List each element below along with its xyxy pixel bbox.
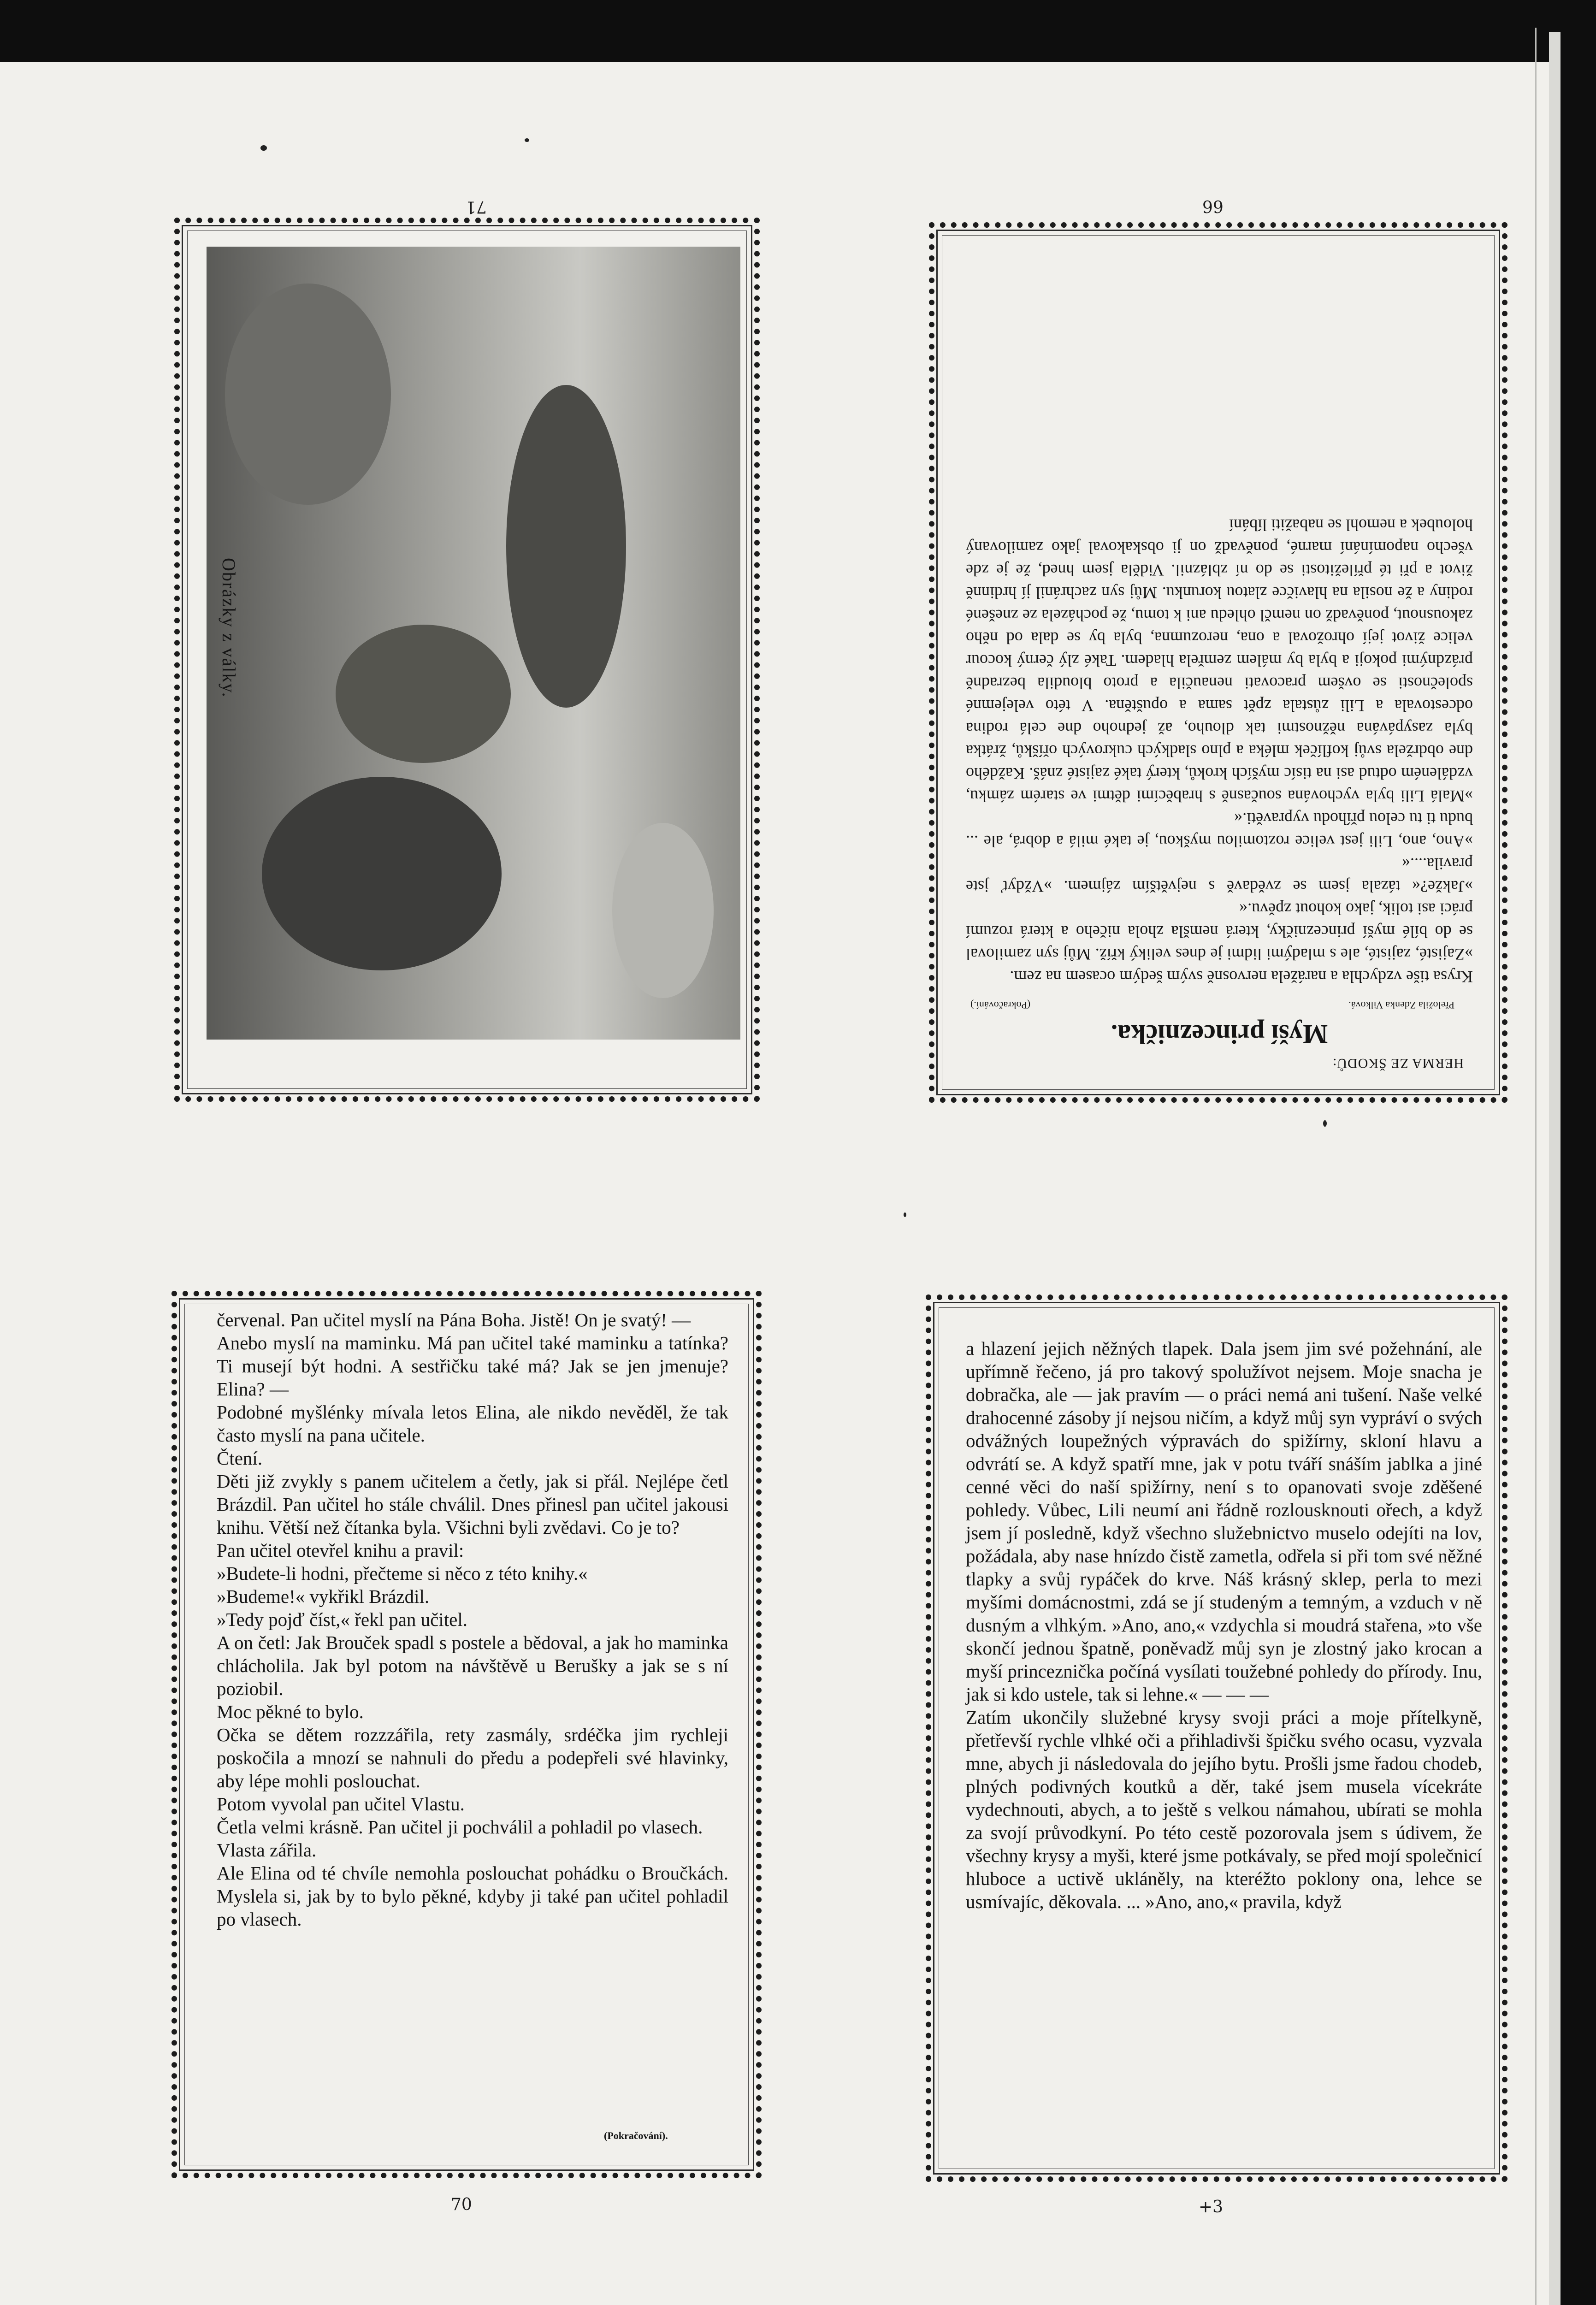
dust-speck bbox=[260, 145, 267, 151]
rotated-story-block bbox=[966, 243, 1473, 1076]
story-continued-note: (Pokračování.) bbox=[970, 999, 1031, 1011]
lower-right-body-text: a hlazení jejich něžných tlapek. Dala jsem jim své požehnání, ale upřímně řečeno, já pro takový spolužívot nejsem. Moje snacha je dobračka, ale — jak pravím — o práci nemá ani tušení. Naše velké drahocenné zásoby jí nejsou ničím, a když můj syn vypráví o svých odvážných loupežných výpravách do spižírny, skloní hlavu a odvrátí se. A když spatří mne, jak v potu tváří snáším jablka a jiné cenné věci do naší spižírny, není s to opanovati svoje zděšené pohledy. Vůbec, Lili neumí ani řádně rozlousknouti ořech, a když jsem jí posledně, když všechno služebnictvo muselo odejíti na lov, požádala, aby nase hnízdo čistě zametla, odřela si při tom své něžné tlapky a svůj rypáček do krve. Náš krásný sklep, perla to mezi myšími domácnostmi, zdá se jí studeným a temným, a vzduch v ně dusným a vlhkým. »Ano, ano,« vzdychla si moudrá stařena, »to vše skončí jednou špatně, poněvadž můj syn je zlostný jako krocan a myší princeznička počíná vysílati toužebné pohledy do přírody. Inu, jak si kdo ustele, tak si lehne.« — — — Zatím ukončily služebné krysy svoji práci a moje přítelkyně, přetřevší rychle vlhké oči a přihladivši špičku svého ocasu, vyzvala mne, abych ji následovala do jejího bytu. Prošli jsme řadou chodeb, plných podivných koutků a děr, také jsem musela vícekráte vydechnouti, abych, a to ještě s velkou námahou, ubírati se mohla za svojí průvodkyní. Po této cestě pozorovala jsem s údivem, že všechny krysy a myši, které jsme potkávaly, se před mojí společnicí hluboce a uctivě ukláněly, na kteréžto poklony ona, lehce se usmívajíc, děkovala. ... »Ano, ano,« pravila, když bbox=[966, 1338, 1482, 1912]
scan-border-right bbox=[1561, 0, 1596, 2305]
page-number-top-left: 71 bbox=[466, 197, 487, 216]
photo-shadow-area bbox=[262, 777, 502, 970]
photo-light-area bbox=[612, 823, 714, 998]
story-title: Myší princeznička. bbox=[1111, 1019, 1328, 1049]
story-myši-princeznička bbox=[966, 243, 1473, 1076]
dust-speck bbox=[525, 138, 529, 142]
continued-note: (Pokračování). bbox=[604, 2130, 668, 2141]
story-body-text: Krysa tiše vzdychla a narážela nervosně svým šedým ocasem na zem. »Zajisté, zajisté, ale s mladými lidmi je dnes veliký kříž. Můj syn zamiloval se do bílé myší princezničky, která nemšla zhola ničeho a která rozumí práci asi tolik, jako kohout zpěvu.« »Jakže?« tázala jsem se zvědavě s největším zájmem. »Vždyť jste pravila....« »Ano, ano, Lili jest velice roztomilou myškou, je také milá a dobrá, ale ... budu ti tu celou příhodu vypravěti.« »Malá Lili byla vychována současně s hraběcími dětmi ve starém zámku, vzdáleném odtud asi na tisíc myších kroků, který také zajisté znáš. Každého dne obdržela svůj koflíček mléka a plno sladkých cukrových oříšků, žrátka byla zasypávána něžnostmi tak dlouho, až jednoho dne celá rodina odcestovala a Lili zůstala zpět sama a opuštěna. V této velejemné společnosti se ovšem pracovati nenaučila a proto bloudila bezradně prázdnými pokoji a byla by málem zemřela hladem. Také zlý černý kocour velice život její ohrožoval a ona, nerozumna, byla by se dala od něho zakousnout, poněvadž on nemčl ohledu ani k tomu, že pocházela ze znešené rodiny a že nosila na hlavičce zlatou korunku. Můj syn zachránil jí hrdinně život a při té příležitosti se do ní zbláznil. Viděla jsem hned, že je zde všecho napomínání marné, poněvadž on ji obskakoval jako zamilovaný holoubek a nemohl se nabažiti líbání bbox=[966, 516, 1473, 986]
photo-foliage-area bbox=[225, 284, 391, 505]
picture-caption: Obrázky z války. bbox=[219, 558, 239, 698]
dust-speck bbox=[1323, 1120, 1327, 1127]
page-fold-line bbox=[1535, 28, 1537, 2305]
war-photograph bbox=[207, 247, 740, 1040]
page-number-bottom-left: 70 bbox=[451, 2195, 472, 2214]
photo-figures-area bbox=[336, 625, 511, 763]
scan-border-top bbox=[0, 0, 1596, 62]
photo-figures-area bbox=[506, 385, 626, 708]
dust-speck bbox=[904, 1212, 906, 1217]
lower-left-body-text: červenal. Pan učitel myslí na Pána Boha. Jistě! On je svatý! — Anebo myslí na maminku. Má pan učitel také maminku a tatínka? Ti musejí být hodni. A sestřičku také má? Jak se jen jmenuje? Elina? — Podobné myšlénky mívala letos Elina, ale nikdo nevěděl, že tak často myslí na pana učitele. Čtení. Děti již zvykly s panem učitelem a četly, jak si přál. Nejlépe četl Brázdil. Pan učitel ho stále chválil. Dnes přinesl pan učitel jakousi knihu. Větší než čítanka byla. Všichni byli zvědavi. Co je to? Pan učitel otevřel knihu a pravil: »Budete-li hodni, přečteme si něco z této knihy.« »Budeme!« vykřikl Brázdil. »Tedy pojď číst,« řekl pan učitel. A on četl: Jak Brouček spadl s postele a bědoval, a jak ho maminka chlácholila. Jak byl potom na návštěvě u Berušky a jak se s ní poziobil. Moc pěkné to bylo. Očka se dětem rozzzářila, rety zasmály, srdéčka jim rychleji poskočila a mnozí se nahnuli do předu a podepřeli své hlavinky, aby lépe mohli poslouchat. Potom vyvolal pan učitel Vlastu. Četla velmi krásně. Pan učitel ji pochválil a pohladil po vlasech. Vlasta zářila. Ale Elina od té chvíle nemohla poslouchat pohádku o Broučkách. Myslela si, jak by to bylo pěkné, kdyby ji také pan učitel pohladil po vlasech. bbox=[217, 1309, 728, 1930]
page-number-top-right: 66 bbox=[1202, 196, 1224, 215]
story-author: HERMA ZE ŠKODŮ: bbox=[1332, 1056, 1464, 1071]
story-credit: Přeložila Zdenka Vilková. bbox=[1348, 999, 1454, 1011]
page-number-bottom-right: +3 bbox=[1199, 2198, 1224, 2216]
